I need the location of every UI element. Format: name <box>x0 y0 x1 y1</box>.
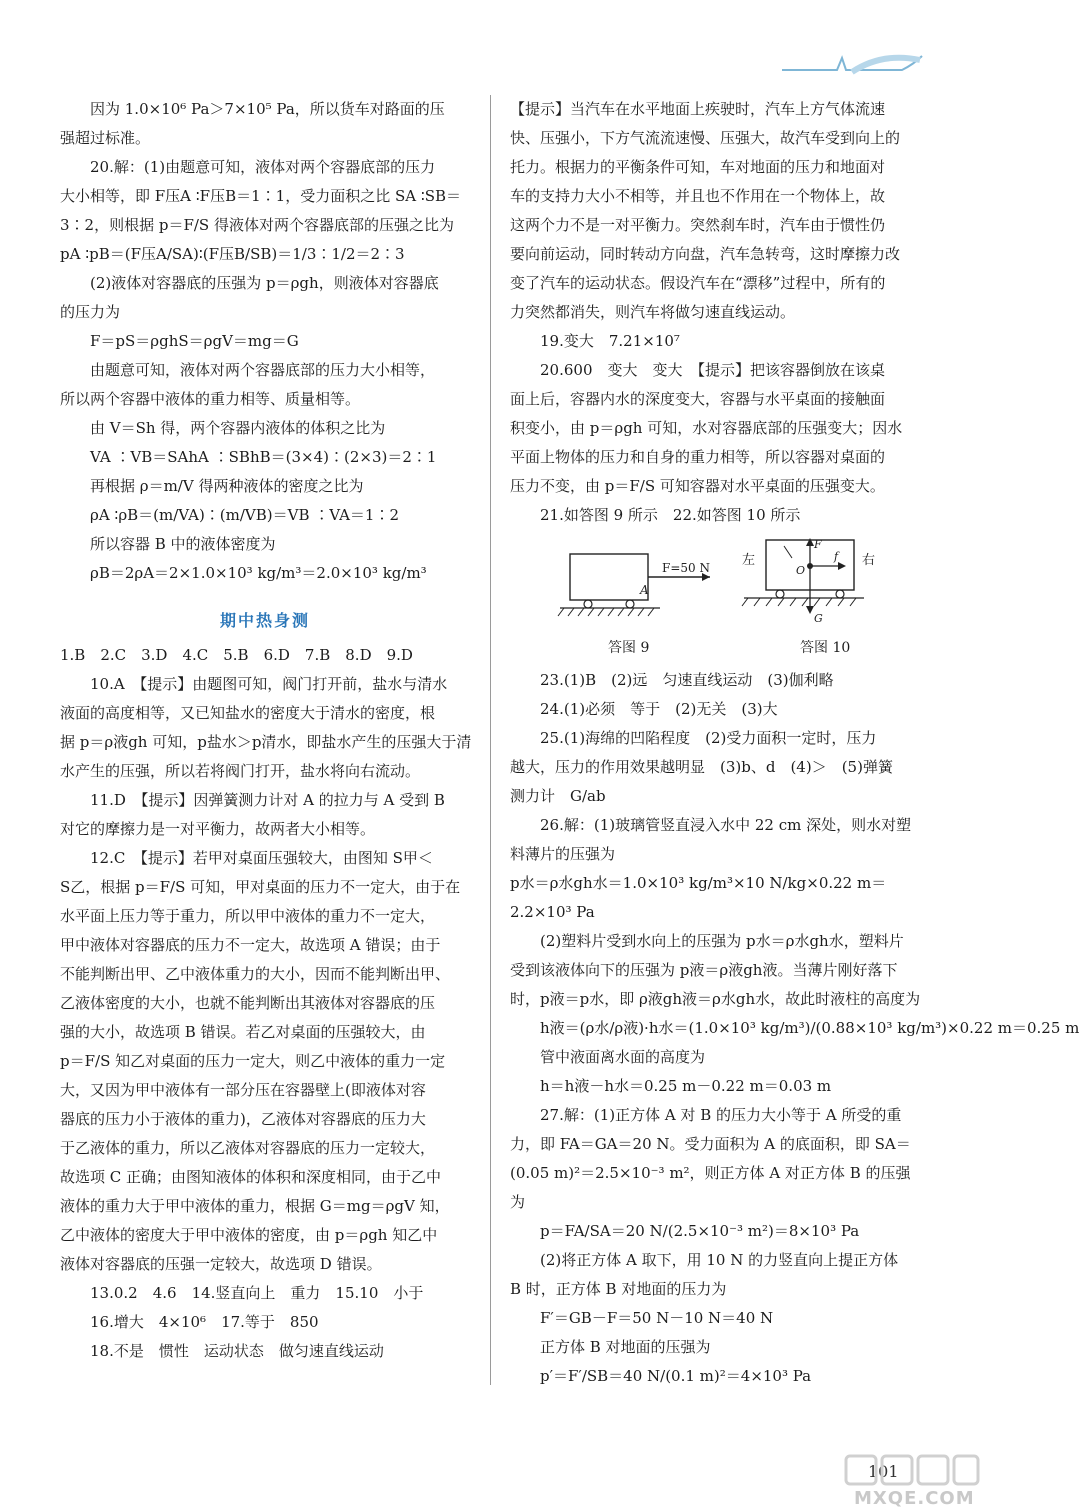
figure-10 <box>736 534 896 644</box>
answer-line: 受到该液体向下的压强为 p液＝ρ液gh液。当薄片刚好落下 <box>510 961 898 979</box>
text-line: 所以两个容器中液体的重力相等、质量相等。 <box>60 390 361 408</box>
answer-figures <box>510 534 928 664</box>
answer-line: 12.C 【提示】若甲对桌面压强较大，由图知 S甲＜ <box>60 849 433 867</box>
answer-line: 器底的压力小于液体的重力)，乙液体对容器底的压力大 <box>60 1110 426 1128</box>
answer-line: 不能判断出甲、乙中液体重力的大小，因而不能判断出甲、 <box>60 965 451 983</box>
answer-line: 大，又因为甲中液体有一部分压在容器壁上(即液体对容 <box>60 1081 426 1099</box>
page-number: 101 <box>868 1462 899 1481</box>
text-line: 面上后，容器内水的深度变大，容器与水平桌面的接触面 <box>510 390 886 408</box>
fig10-caption: 答图 10 <box>800 640 851 656</box>
text-line: 20.600 变大 变大 【提示】把该容器倒放在该桌 <box>510 361 885 379</box>
answer-line: (0.05 m)²＝2.5×10⁻³ m²，则正方体 A 对正方体 B 的压强 <box>510 1164 911 1182</box>
text-line: 20.解：(1)由题意可知，液体对两个容器底部的压力 <box>60 158 436 176</box>
answer-line: 13.0.2 4.6 14.竖直向上 重力 15.10 小于 <box>60 1284 424 1302</box>
text-line: 由 V＝Sh 得，两个容器内液体的体积之比为 <box>60 419 386 437</box>
header-decoration <box>782 50 922 80</box>
text-line: 再根据 ρ＝m/V 得两种液体的密度之比为 <box>60 477 364 495</box>
text-line: 【提示】当汽车在水平地面上疾驶时，汽车上方气体流速 <box>510 100 886 118</box>
answer-line: 26.解：(1)玻璃管竖直浸入水中 22 cm 深处，则水对塑 <box>510 816 912 834</box>
answer-line: 于乙液体的重力，所以乙液体对容器底的压力一定较大， <box>60 1139 436 1157</box>
column-divider <box>490 95 491 1385</box>
text-line: 因为 1.0×10⁶ Pa＞7×10⁵ Pa，所以货车对路面的压 <box>60 100 445 118</box>
answer-line: 1.B 2.C 3.D 4.C 5.B 6.D 7.B 8.D 9.D <box>60 646 413 664</box>
answer-line: 管中液面离水面的高度为 <box>510 1048 706 1066</box>
text-line: 平面上物体的压力和自身的重力相等，所以容器对桌面的 <box>510 448 886 466</box>
text-line: (2)液体对容器底的压强为 p＝ρgh，则液体对容器底 <box>60 274 439 292</box>
answer-line: S乙，根据 p＝F/S 可知，甲对桌面的压力不一定大，由于在 <box>60 878 461 896</box>
answer-line: (2)塑料片受到水向上的压强为 p水＝ρ水gh水，塑料片 <box>510 932 904 950</box>
right-column <box>510 95 1079 1391</box>
text-line: 大小相等，即 F压A ∶F压B＝1∶1，受力面积之比 SA ∶SB＝ <box>60 187 462 205</box>
left-column <box>60 95 470 1366</box>
fig10-f-label: f <box>834 550 839 563</box>
text-line: 由题意可知，液体对两个容器底部的压力大小相等， <box>60 361 436 379</box>
answer-line: 为 <box>510 1193 526 1211</box>
answer-line: F′＝GB－F＝50 N－10 N＝40 N <box>510 1309 774 1327</box>
answer-line: 据 p＝ρ液gh 可知，p盐水＞p清水，即盐水产生的压强大于清 <box>60 733 472 751</box>
answer-line: 乙液体密度的大小，也就不能判断出其液体对容器底的压 <box>60 994 436 1012</box>
text-line: 力突然都消失，则汽车将做匀速直线运动。 <box>510 303 796 321</box>
answer-line: 强的大小，故选项 B 错误。若乙对桌面的压强较大，由 <box>60 1023 426 1041</box>
answer-line: 27.解：(1)正方体 A 对 B 的压力大小等于 A 所受的重 <box>510 1106 902 1124</box>
answer-line: p＝F/S 知乙对桌面的压力一定大，则乙中液体的重力一定 <box>60 1052 446 1070</box>
text-line: VA ∶VB＝SAhA ∶SBhB＝(3×4)∶(2×3)＝2∶1 <box>60 448 437 466</box>
answer-line: 测力计 G/ab <box>510 787 606 805</box>
answer-line: 液体对容器底的压强一定较大，故选项 D 错误。 <box>60 1255 382 1273</box>
text-line: 所以容器 B 中的液体密度为 <box>60 535 276 553</box>
text-line: pA ∶pB＝(F压A/SA)∶(F压B/SB)＝1/3∶1/2＝2∶3 <box>60 245 405 263</box>
answer-line: 23.(1)B (2)远 匀速直线运动 (3)伽利略 <box>510 671 834 689</box>
answer-line: 11.D 【提示】因弹簧测力计对 A 的拉力与 A 受到 B <box>60 791 445 809</box>
right-text-block <box>510 95 928 530</box>
fig9-force-label: F=50 N <box>662 561 710 575</box>
text-line: 压力不变，由 p＝F/S 可知容器对水平桌面的压强变大。 <box>510 477 885 495</box>
fig10-F-label: F <box>814 538 822 551</box>
watermark-logo <box>842 1450 982 1512</box>
answer-line: 18.不是 惯性 运动状态 做匀速直线运动 <box>60 1342 384 1360</box>
watermark-icon <box>842 1450 982 1490</box>
answer-line: 时，p液＝p水，即 ρ液gh液＝ρ水gh水，故此时液柱的高度为 <box>510 990 921 1008</box>
text-line: 积变小，由 p＝ρgh 可知，水对容器底部的压强变大；因水 <box>510 419 903 437</box>
answer-line: 液体的重力大于甲中液体的重力，根据 G＝mg＝ρgV 知， <box>60 1197 450 1215</box>
answer-line: 甲中液体对容器底的压力不一定大，故选项 A 错误；由于 <box>60 936 441 954</box>
answer-line: p＝FA/SA＝20 N/(2.5×10⁻³ m²)＝8×10³ Pa <box>510 1222 860 1240</box>
answer-line: 2.2×10³ Pa <box>510 903 595 921</box>
fig9-caption: 答图 9 <box>608 640 650 656</box>
answer-line: 力，即 FA＝GA＝20 N。受力面积为 A 的底面积，即 SA＝ <box>510 1135 911 1153</box>
answer-line: 液面的高度相等，又已知盐水的密度大于清水的密度，根 <box>60 704 436 722</box>
left-answers-block <box>60 641 470 1366</box>
left-text-block <box>60 95 470 588</box>
fig10-left-label: 左 <box>742 553 756 568</box>
text-line: 21.如答图 9 所示 22.如答图 10 所示 <box>510 506 801 524</box>
fig10-O-label: O <box>796 564 806 577</box>
right-answers-block <box>510 666 1079 1391</box>
answer-line: p′＝F′/SB＝40 N/(0.1 m)²＝4×10³ Pa <box>510 1367 812 1385</box>
watermark-text: MXQE.COM <box>854 1488 975 1509</box>
answer-line: B 时，正方体 B 对地面的压力为 <box>510 1280 727 1298</box>
answer-line: 正方体 B 对地面的压强为 <box>510 1338 711 1356</box>
text-line: 19.变大 7.21×10⁷ <box>510 332 680 350</box>
text-line: 要向前运动，同时转动方向盘，汽车急转弯，这时摩擦力改 <box>510 245 901 263</box>
section-title: 期中热身测 <box>219 611 310 630</box>
text-line: 快、压强小，下方气流流速慢、压强大，故汽车受到向上的 <box>510 129 901 147</box>
text-line: 变了汽车的运动状态。假设汽车在“漂移”过程中，所有的 <box>510 274 886 292</box>
fig10-right-label: 右 <box>862 553 876 568</box>
answer-line: p水＝ρ水gh水＝1.0×10³ kg/m³×10 N/kg×0.22 m＝ <box>510 874 887 892</box>
answer-line: 水产生的压强，所以若将阀门打开，盐水将向右流动。 <box>60 762 421 780</box>
text-line: 这两个力不是一对平衡力。突然刹车时，汽车由于惯性仍 <box>510 216 886 234</box>
answer-line: 10.A 【提示】由题图可知，阀门打开前，盐水与清水 <box>60 675 448 693</box>
answer-line: 料薄片的压强为 <box>510 845 616 863</box>
answer-line: 24.(1)必须 等于 (2)无关 (3)大 <box>510 700 778 718</box>
text-line: ρA ∶ρB＝(m/VA)∶(m/VB)＝VB ∶VA＝1∶2 <box>60 506 399 524</box>
answer-line: (2)将正方体 A 取下，用 10 N 的力竖直向上提正方体 <box>510 1251 899 1269</box>
figure-9 <box>550 534 720 634</box>
answer-line: 越大，压力的作用效果越明显 (3)b、d (4)＞ (5)弹簧 <box>510 758 893 776</box>
text-line: 托力。根据力的平衡条件可知，车对地面的压力和地面对 <box>510 158 886 176</box>
text-line: 车的支持力大小不相等，并且也不作用在一个物体上，故 <box>510 187 886 205</box>
fig10-G-label: G <box>814 612 823 625</box>
text-line: ρB＝2ρA＝2×1.0×10³ kg/m³＝2.0×10³ kg/m³ <box>60 564 427 582</box>
text-line: 强超过标准。 <box>60 129 151 147</box>
answer-line: 25.(1)海绵的凹陷程度 (2)受力面积一定时，压力 <box>510 729 877 747</box>
answer-line: h液＝(ρ水/ρ液)·h水＝(1.0×10³ kg/m³)/(0.88×10³ kg/m³)×0.22 m＝0.25 m <box>510 1019 1079 1037</box>
text-line: 3∶2，则根据 p＝F/S 得液体对两个容器底部的压强之比为 <box>60 216 454 234</box>
answer-line: 乙中液体的密度大于甲中液体的密度，由 p＝ρgh 知乙中 <box>60 1226 438 1244</box>
text-line: 的压力为 <box>60 303 121 321</box>
text-line: F＝pS＝ρghS＝ρgV＝mg＝G <box>60 332 299 350</box>
answer-line: 16.增大 4×10⁶ 17.等于 850 <box>60 1313 319 1331</box>
answer-line: 对它的摩擦力是一对平衡力，故两者大小相等。 <box>60 820 376 838</box>
answer-line: h＝h液－h水＝0.25 m－0.22 m＝0.03 m <box>510 1077 832 1095</box>
answer-line: 水平面上压力等于重力，所以甲中液体的重力不一定大， <box>60 907 436 925</box>
answer-line: 故选项 C 正确；由图知液体的体积和深度相同，由于乙中 <box>60 1168 442 1186</box>
fig9-point-label: A <box>640 583 649 597</box>
